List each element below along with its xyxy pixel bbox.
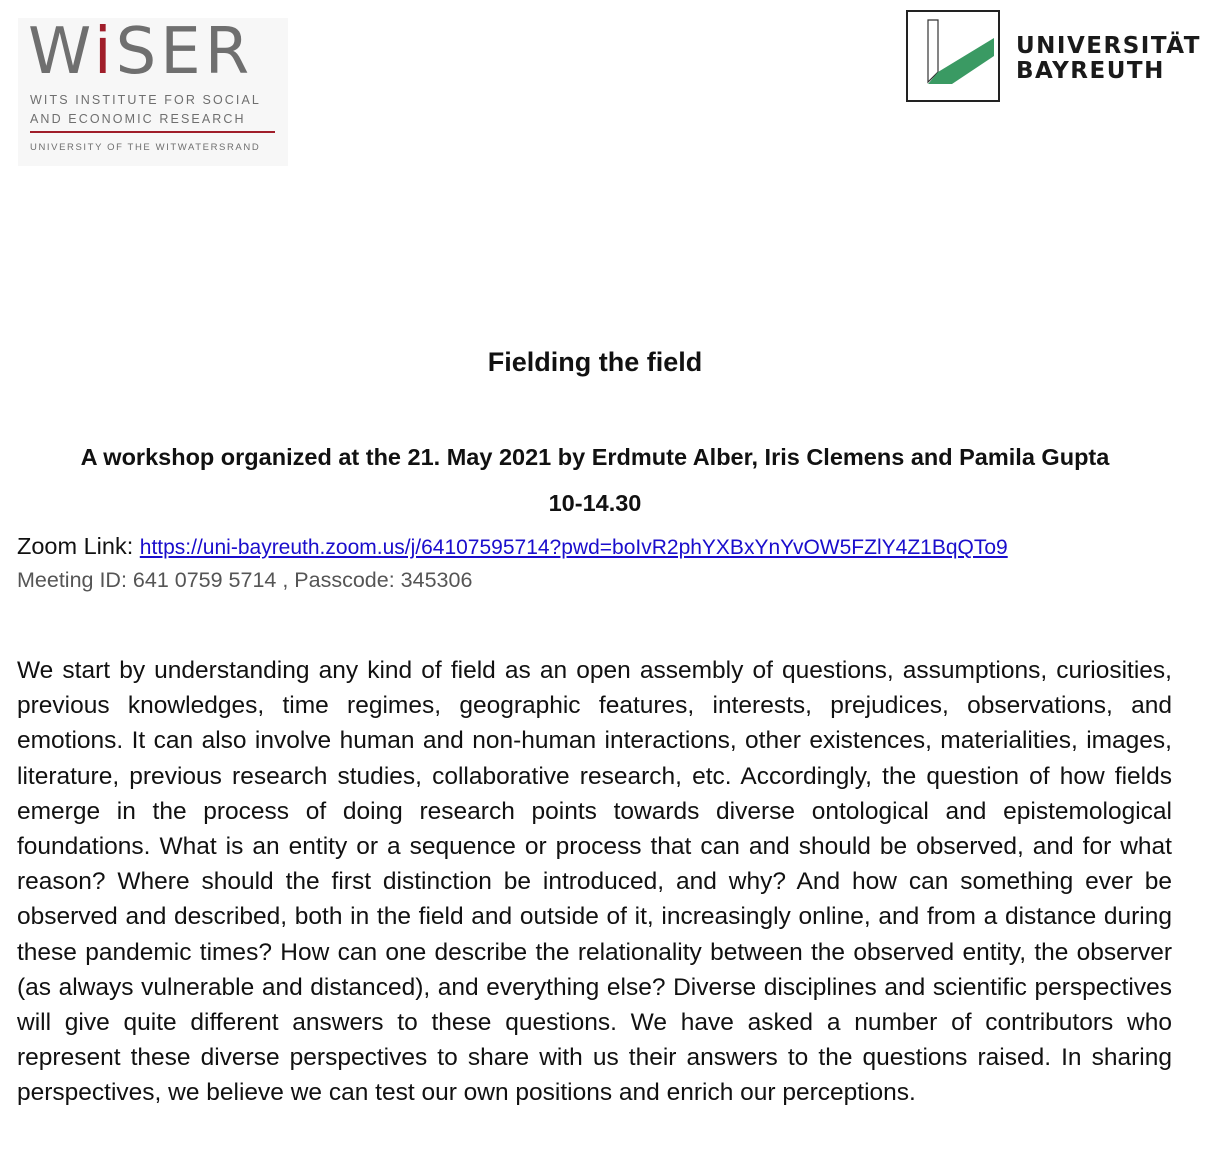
wiser-wordmark-w: W: [28, 15, 94, 89]
wiser-wordmark: [28, 15, 254, 89]
zoom-info: [17, 533, 1008, 560]
bayreuth-emblem-icon: [908, 12, 1002, 104]
wiser-wordmark-i: i: [93, 15, 116, 89]
workshop-time: 10-14.30: [548, 490, 642, 516]
document-title: Fielding the field: [487, 347, 703, 377]
wiser-logo: [18, 15, 288, 166]
wiser-wordmark-ser: SER: [115, 15, 254, 89]
bayreuth-line-1: UNIVERSITÄT: [1016, 33, 1201, 59]
document-subtitle: A workshop organized at the 21. May 2021 by Erdmute Alber, Iris Clemens and Pamila Gupta: [80, 444, 1110, 470]
wiser-university: UNIVERSITY OF THE WITWATERSRAND: [30, 142, 261, 153]
zoom-label: Zoom Link:: [17, 533, 140, 559]
bayreuth-wordmark: [1016, 34, 1201, 84]
wiser-tagline-2: AND ECONOMIC RESEARCH: [30, 112, 246, 126]
zoom-link[interactable]: https://uni-bayreuth.zoom.us/j/64107595714?pwd=boIvR2phYXBxYnYvOW5FZlY4Z1BqQTo9: [139, 536, 1008, 559]
wiser-divider: [30, 131, 275, 133]
wiser-tagline-1: WITS INSTITUTE FOR SOCIAL: [30, 93, 261, 107]
bayreuth-logo: [906, 10, 1216, 106]
bayreuth-line-2: BAYREUTH: [1016, 58, 1165, 84]
meeting-info: Meeting ID: 641 0759 5714 , Passcode: 345306: [17, 568, 473, 592]
body-paragraph: We start by understanding any kind of field as an open assembly of questions, assumptions, curiosities, previous knowledges, time regimes, geographic features, interests, prejudices, observations, and emotions. It can also involve human and non-human interactions, other existences, materialities, images, literature, previous research studies, collaborative research, etc. Accordingly, the question of how fields emerge in the process of doing research points towards diverse ontological and epistemological foundations. What is an entity or a sequence or process that can and should be observed, and for what reason? Where should the first distinction be introduced, and why? And how can something ever be observed and described, both in the field and outside of it, increasingly online, and from a distance during these pandemic times? How can one describe the relationality between the observed entity, the observer (as always vulnerable and distanced), and everything else? Diverse disciplines and scientific perspectives will give quite different answers to these questions. We have asked a number of contributors who represent these diverse perspectives to share with us their answers to the questions raised. In sharing perspectives, we believe we can test our own positions and enrich our perceptions.: [17, 657, 1172, 1107]
bayreuth-emblem: [906, 10, 1000, 102]
